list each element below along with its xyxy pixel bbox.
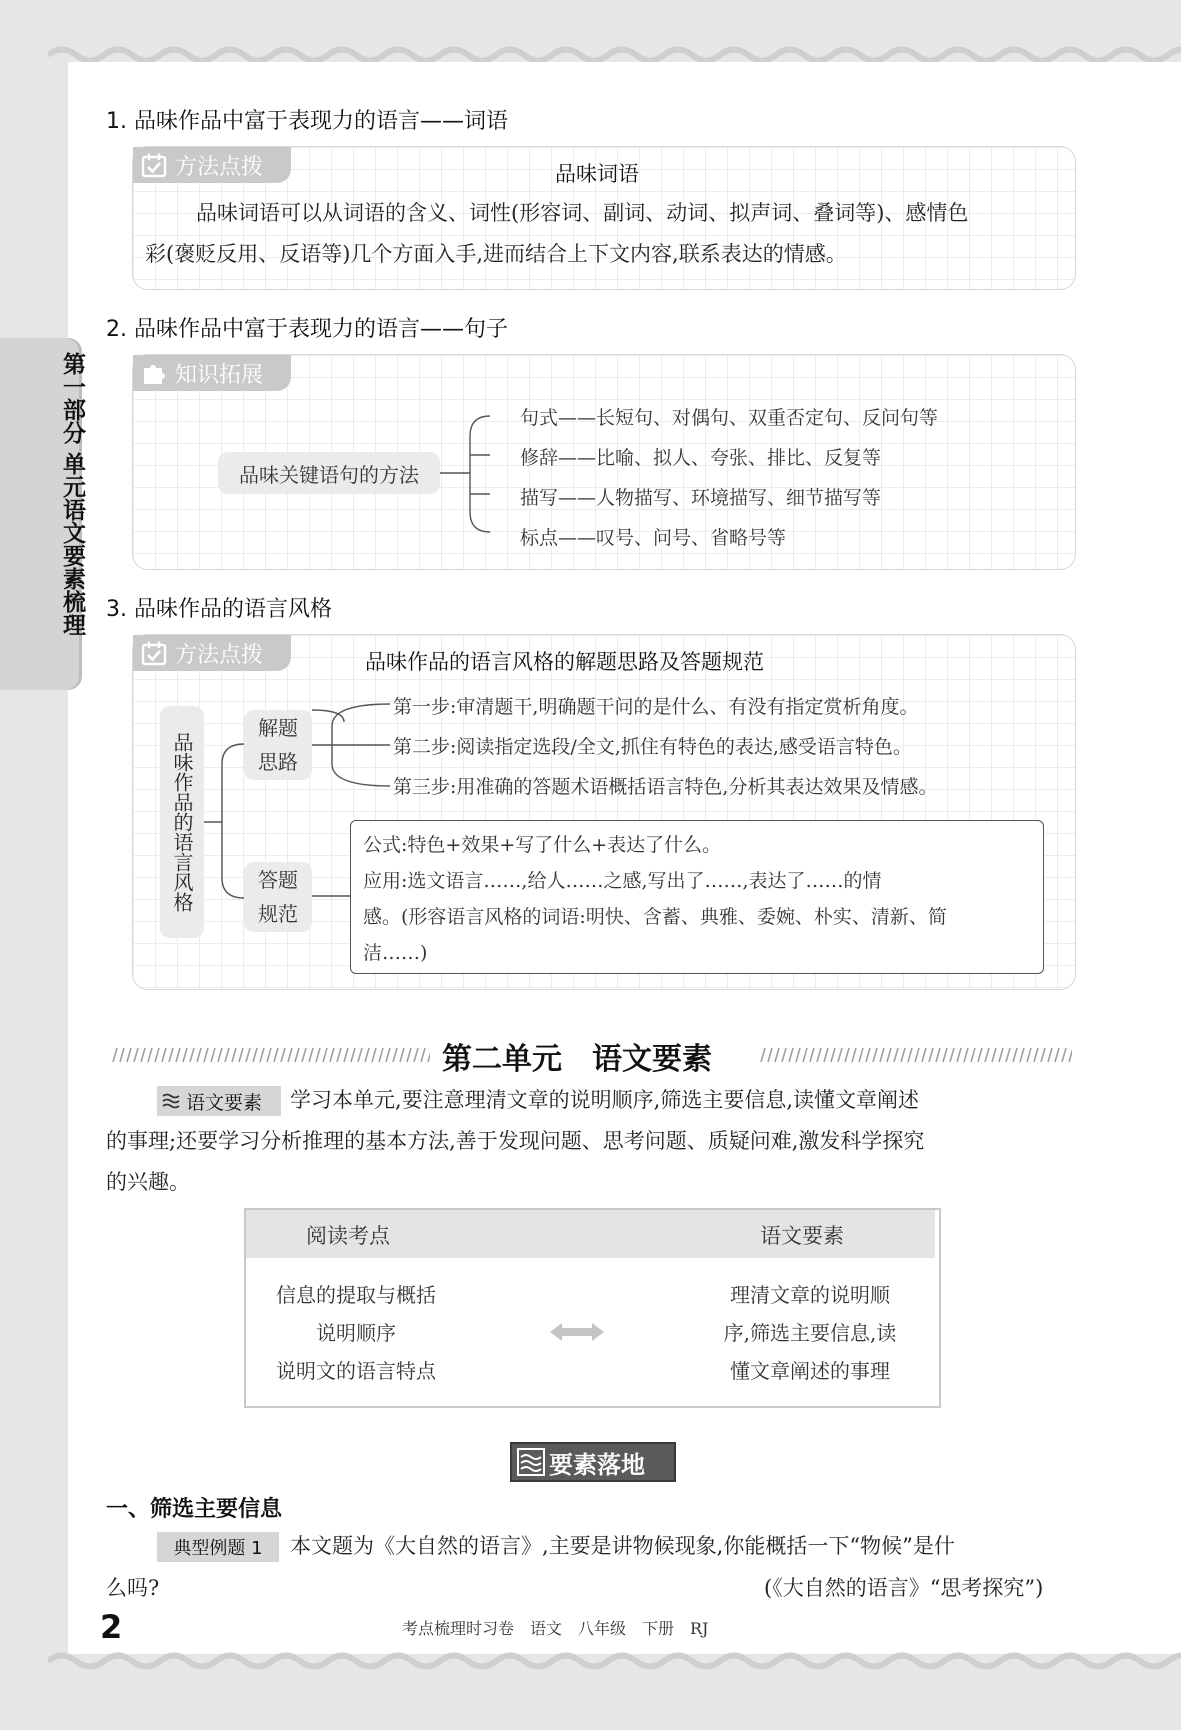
table-col1-header: 阅读考点 (306, 1224, 390, 1248)
double-arrow-icon (548, 1320, 606, 1344)
method-center-node: 品味关键语句的方法 (218, 452, 440, 494)
section1-heading: 1. 品味作品中富于表现力的语言——词语 (106, 109, 508, 134)
branch-punctuation: 标点——叹号、问号、省略号等 (520, 527, 787, 549)
calendar-check-icon (141, 640, 167, 666)
section2-heading: 2. 品味作品中富于表现力的语言——句子 (106, 317, 508, 342)
example-line2: 么吗? (106, 1576, 160, 1600)
puzzle-piece-icon (141, 360, 167, 386)
unit-title-hatch-right (760, 1047, 1072, 1063)
branch-description: 描写——人物描写、环境描写、细节描写等 (520, 487, 882, 509)
table-left-item: 说明文的语言特点 (276, 1359, 436, 1383)
table-right-item: 序,筛选主要信息,读 (723, 1321, 897, 1345)
waves-icon (517, 1448, 545, 1476)
node-answer-format (244, 862, 312, 932)
node-answer-format-l1: 答题 (258, 868, 298, 892)
table-left-item: 说明顺序 (316, 1321, 396, 1345)
table-right-column (690, 1276, 930, 1390)
banner-label: 要素落地 (549, 1450, 645, 1479)
page-number: 2 (100, 1608, 123, 1646)
node-solving-approach (244, 710, 312, 780)
branch-rhetoric: 修辞——比喻、拟人、夸张、排比、反复等 (520, 447, 882, 469)
waves-icon (161, 1090, 183, 1112)
branch-sentence-type: 句式——长短句、对偶句、双重否定句、反问句等 (520, 407, 939, 429)
bracket-steps (312, 690, 392, 800)
unit-title-hatch-left (112, 1047, 430, 1063)
calendar-check-icon (141, 152, 167, 178)
node-answer-format-l2: 规范 (258, 902, 298, 926)
table-right-item: 理清文章的说明顺 (730, 1283, 890, 1307)
unit-intro-line2: 的事理;还要学习分析推理的基本方法,善于发现问题、思考问题、质疑问难,激发科学探究 (106, 1129, 925, 1153)
sidebar-label: 第一部分 单元语文要素梳理 (59, 352, 85, 637)
wavy-border-bottom (48, 1650, 1181, 1672)
table-right-item: 懂文章阐述的事理 (730, 1359, 890, 1383)
node-solving-approach-l2: 思路 (258, 750, 298, 774)
answer-line-2: 应用:选文语言……,给人……之感,写出了……,表达了……的情 (363, 870, 882, 892)
elements-landing-banner (510, 1442, 676, 1482)
bracket-lines-2 (440, 400, 520, 550)
section1-line2: 彩(褒贬反用、反语等)几个方面入手,进而结合上下文内容,联系表达的情感。 (145, 242, 847, 266)
example-line1: 本文题为《大自然的语言》,主要是讲物候现象,你能概括一下“物候”是什 (290, 1534, 955, 1558)
table-left-column (250, 1276, 462, 1390)
elements-badge (157, 1086, 281, 1116)
table-col2-header: 语文要素 (760, 1224, 844, 1248)
style-root-node: 品味作品的语言风格 (160, 706, 204, 938)
sub-heading-screen-info: 一、筛选主要信息 (106, 1497, 283, 1522)
table-left-item: 信息的提取与概括 (276, 1283, 436, 1307)
step-1: 第一步:审清题干,明确题干问的是什么、有没有指定赏析角度。 (393, 696, 919, 718)
step-2: 第二步:阅读指定选段/全文,抓住有特色的表达,感受语言特色。 (393, 736, 912, 758)
answer-line-3: 感。(形容语言风格的词语:明快、含蓄、典雅、委婉、朴实、清新、简 (363, 906, 947, 928)
elements-badge-label: 语文要素 (186, 1091, 263, 1114)
unit-intro-line3: 的兴趣。 (106, 1170, 190, 1194)
section1-box-title: 品味词语 (555, 162, 639, 186)
section3-heading: 3. 品味作品的语言风格 (106, 597, 332, 622)
method-tag-2-label: 方法点拨 (175, 642, 264, 668)
answer-line-1: 公式:特色+效果+写了什么+表达了什么。 (363, 834, 722, 856)
unit-title: 第二单元 语文要素 (442, 1042, 712, 1077)
knowledge-tag (133, 355, 291, 391)
example-label: 典型例题 1 (157, 1532, 279, 1562)
section3-box-title: 品味作品的语言风格的解题思路及答题规范 (365, 650, 764, 674)
method-tag-1-label: 方法点拨 (175, 154, 264, 180)
node-solving-approach-l1: 解题 (258, 716, 298, 740)
footer-text: 考点梳理时习卷 语文 八年级 下册 RJ (402, 1619, 709, 1638)
answer-line-4: 洁……) (363, 942, 428, 964)
section1-line1: 品味词语可以从词语的含义、词性(形容词、副词、动词、拟声词、叠词等)、感情色 (196, 201, 969, 225)
method-tag-2 (133, 635, 291, 671)
example-source: (《大自然的语言》“思考探究”) (764, 1576, 1044, 1600)
step-3: 第三步:用准确的答题术语概括语言特色,分析其表达效果及情感。 (393, 776, 938, 798)
connector-answer (312, 880, 352, 910)
knowledge-tag-label: 知识拓展 (175, 362, 264, 388)
method-tag-1 (133, 147, 291, 183)
unit-intro-line1: 学习本单元,要注意理清文章的说明顺序,筛选主要信息,读懂文章阐述 (290, 1088, 920, 1112)
